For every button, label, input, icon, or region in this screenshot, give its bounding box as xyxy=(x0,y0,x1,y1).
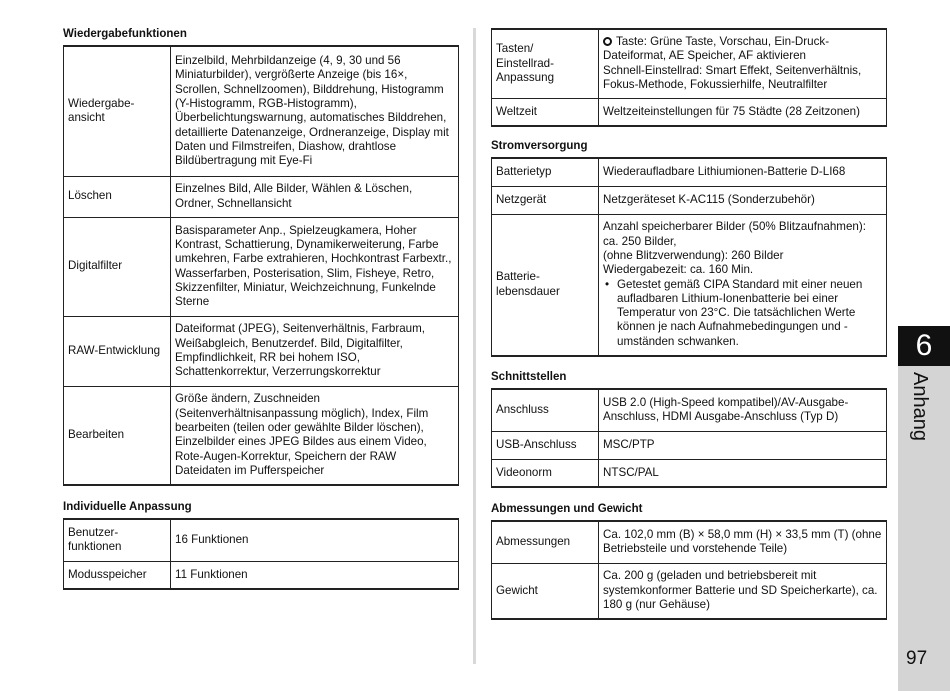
green-button-icon xyxy=(603,37,612,46)
section-title-dimensions: Abmessungen und Gewicht xyxy=(491,503,643,515)
battery-line: ca. 250 Bilder, xyxy=(603,234,677,248)
row-key: Wiedergabe- ansicht xyxy=(64,46,171,176)
table-row xyxy=(492,459,887,487)
row-key: Benutzer- funktionen xyxy=(64,519,171,561)
table-row xyxy=(492,389,887,431)
row-key: Bearbeiten xyxy=(64,386,171,485)
chapter-number: 6 xyxy=(898,326,950,366)
chapter-label: Anhang xyxy=(909,372,931,441)
custom-table xyxy=(63,518,459,590)
row-key: Weltzeit xyxy=(492,98,599,126)
playback-table xyxy=(63,45,459,486)
row-value: Ca. 200 g (geladen und betriebsbereit mit systemkonformer Batterie und SD Speicherkarte), ca. 180 g (nur Gehäuse) xyxy=(599,563,887,619)
column-divider xyxy=(473,28,476,664)
table-row xyxy=(492,186,887,214)
table-row xyxy=(492,431,887,459)
row-value: Einzelnes Bild, Alle Bilder, Wählen & Löschen, Ordner, Schnellansicht xyxy=(171,176,459,217)
power-table xyxy=(491,157,887,357)
table-row xyxy=(64,46,459,176)
row-value: Ca. 102,0 mm (B) × 58,0 mm (H) × 33,5 mm (T) (ohne Betriebsteile und vorstehende Teile) xyxy=(599,521,887,563)
section-title-power: Stromversorgung xyxy=(491,140,588,152)
battery-line: Anzahl speicherbarer Bilder (50% Blitzaufnahmen): xyxy=(603,220,866,234)
table-row xyxy=(492,214,887,356)
table-row xyxy=(492,98,887,126)
row-value xyxy=(599,29,887,98)
table-row xyxy=(64,386,459,485)
row-key: Batterie- lebensdauer xyxy=(492,214,599,356)
row-key: Löschen xyxy=(64,176,171,217)
row-key: Gewicht xyxy=(492,563,599,619)
dimensions-table xyxy=(491,520,887,620)
row-value: Wiederaufladbare Lithiumionen-Batterie D-LI68 xyxy=(599,158,887,186)
row-key: RAW-Entwicklung xyxy=(64,316,171,386)
section-title-playback: Wiedergabefunktionen xyxy=(63,28,187,40)
row-key: Videonorm xyxy=(492,459,599,487)
row-value: 16 Funktionen xyxy=(171,519,459,561)
table-row xyxy=(64,217,459,316)
table-row xyxy=(492,521,887,563)
row-value: Dateiformat (JPEG), Seitenverhältnis, Farbraum, Weißabgleich, Benutzerdef. Bild, Digitalfilter, Empfindlichkeit, RR bei hohem ISO, Schattenkorrektur, Verzerrungskorrektur xyxy=(171,316,459,386)
row-value: Einzelbild, Mehrbildanzeige (4, 9, 30 und 56 Miniaturbilder), vergrößerte Anzeige (bis 16×, Scrollen, Schnellzoomen), Bilddrehung, Histogramm (Y-Histogramm, RGB-Histogramm), Überbelichtungswarnung, automatisches Bilddrehen, detaillierte Datenanzeige, Ordneranzeige, Display mit Daten und Filmstreifen, Diashow, drahtlose Bildübertragung mit Eye-Fi xyxy=(171,46,459,176)
row-value: USB 2.0 (High-Speed kompatibel)/AV-Ausgabe-Anschluss, HDMI Ausgabe-Anschluss (Typ D) xyxy=(599,389,887,431)
row-key: Anschluss xyxy=(492,389,599,431)
table-row xyxy=(492,158,887,186)
section-title-interfaces: Schnittstellen xyxy=(491,371,567,383)
battery-note xyxy=(603,278,882,349)
row-value-text: Taste: Grüne Taste, Vorschau, Ein-Druck-Dateiformat, AE Speicher, AF aktivieren Schnell-Einstellrad: Smart Effekt, Seitenverhältnis, Fokus-Methode, Fokussierhilfe, Neutralfilter xyxy=(603,35,862,92)
row-value: MSC/PTP xyxy=(599,431,887,459)
table-row xyxy=(492,563,887,619)
table-row xyxy=(492,29,887,98)
battery-note-item: • Getestet gemäß CIPA Standard mit einer neuen aufladbaren Lithium-Ionenbatterie bei einer Temperatur von 23°C. Die tatsächlichen Werte können je nach Aufnahmebedingungen und -umständen schwanken. xyxy=(603,278,882,349)
buttons-table xyxy=(491,28,887,127)
row-key: Netzgerät xyxy=(492,186,599,214)
table-row xyxy=(64,176,459,217)
page-number: 97 xyxy=(906,648,928,669)
row-value: 11 Funktionen xyxy=(171,561,459,589)
row-key: Modusspeicher xyxy=(64,561,171,589)
row-value: NTSC/PAL xyxy=(599,459,887,487)
table-row xyxy=(64,316,459,386)
section-title-custom: Individuelle Anpassung xyxy=(63,501,192,513)
row-key: USB-Anschluss xyxy=(492,431,599,459)
row-value: Basisparameter Anp., Spielzeugkamera, Hoher Kontrast, Schattierung, Dynamikerweiterung, Farbe umkehren, Farbe extrahieren, Hochkontrast Farbextr., Wasserfarben, Posterisation, Slim, Fisheye, Retro, Skizzenfilter, Miniatur, Weichzeichnung, Funkelnde Sterne xyxy=(171,217,459,316)
row-value xyxy=(599,214,887,356)
row-key: Digitalfilter xyxy=(64,217,171,316)
row-value: Größe ändern, Zuschneiden (Seitenverhältnisanpassung möglich), Index, Film bearbeiten (teilen oder gewählte Bilder löschen), Einzelbilder eines JPEG Bildes aus einem Video, Rote-Augen-Korrektur, Speichern der RAW Dateidaten im Pufferspeicher xyxy=(171,386,459,485)
row-key: Batterietyp xyxy=(492,158,599,186)
row-key: Tasten/ Einstellrad- Anpassung xyxy=(492,29,599,98)
row-value: Netzgeräteset K-AC115 (Sonderzubehör) xyxy=(599,186,887,214)
row-value: Weltzeiteinstellungen für 75 Städte (28 Zeitzonen) xyxy=(599,98,887,126)
battery-line: Wiedergabezeit: ca. 160 Min. xyxy=(603,263,754,277)
table-row xyxy=(64,561,459,589)
interfaces-table xyxy=(491,388,887,488)
battery-line: (ohne Blitzverwendung): 260 Bilder xyxy=(603,249,784,262)
table-row xyxy=(64,519,459,561)
row-key: Abmessungen xyxy=(492,521,599,563)
